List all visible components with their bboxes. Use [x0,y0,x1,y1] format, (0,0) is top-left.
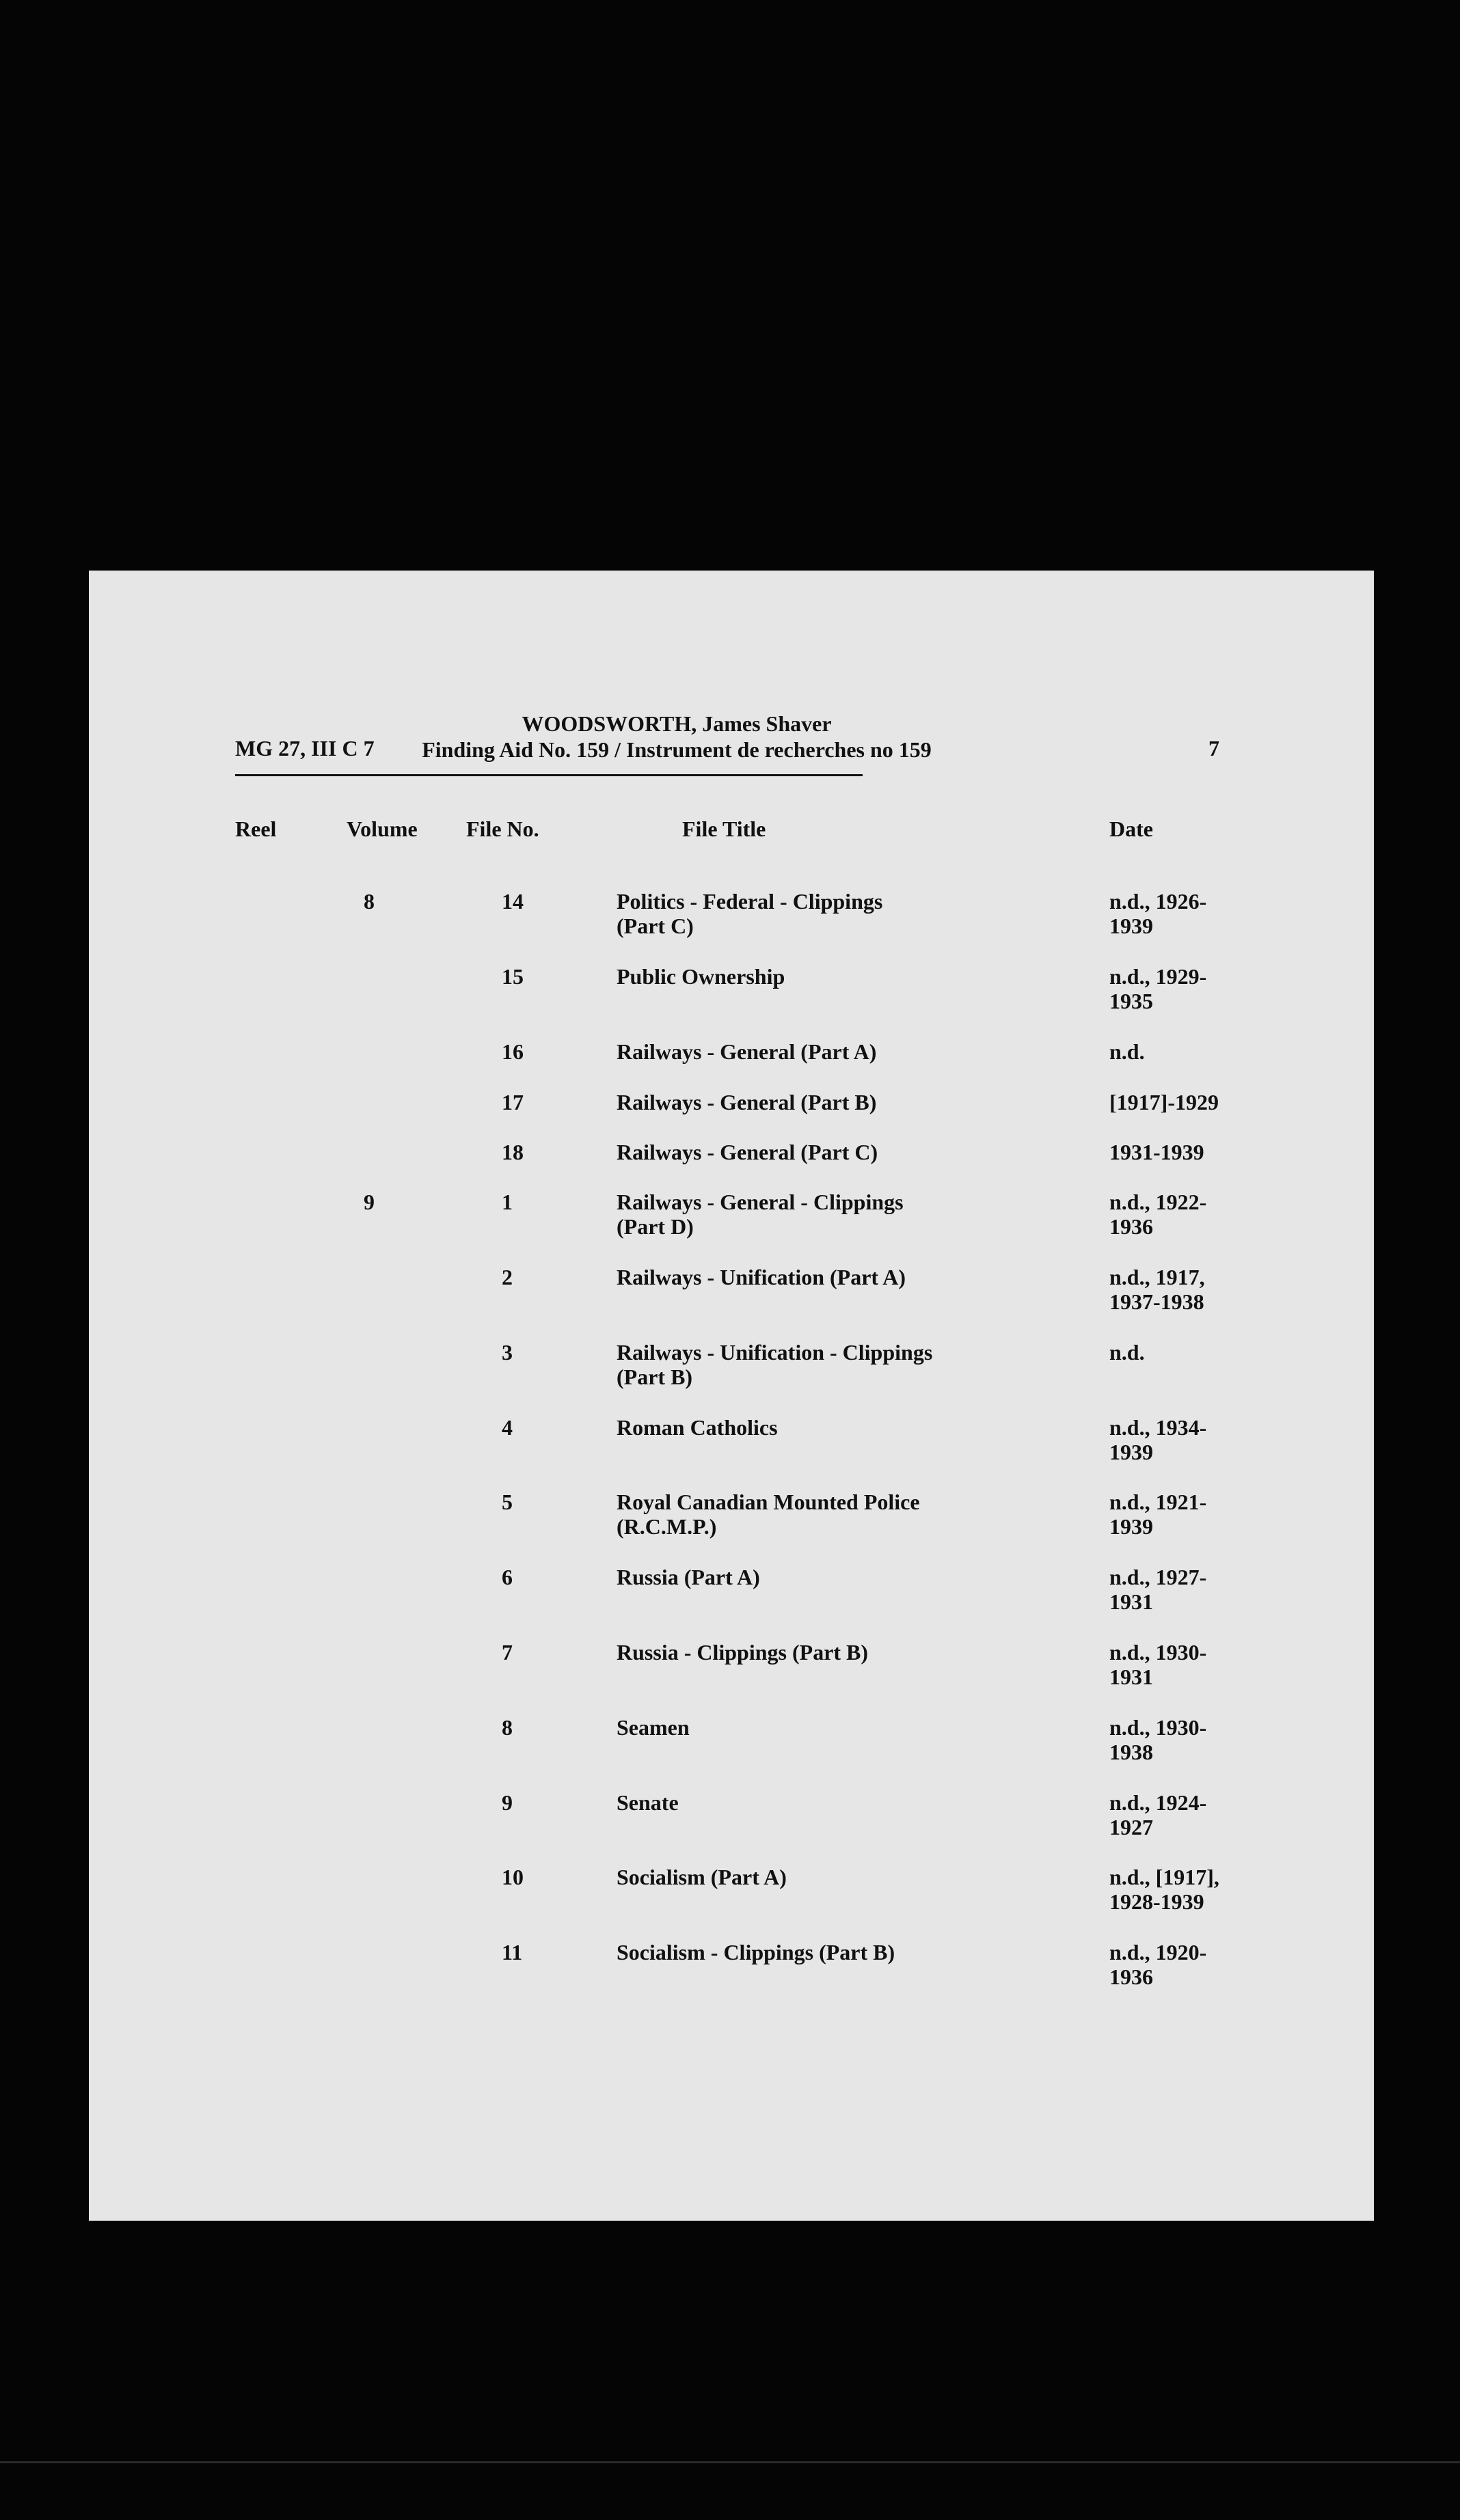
document-subtitle: Finding Aid No. 159 / Instrument de recherches no 159 [422,737,932,762]
row-file-number: 16 [502,1039,524,1064]
date-line: n.d., 1922- [1109,1190,1207,1214]
scanner-edge-line [0,2461,1460,2463]
row-date [1109,1340,1287,1365]
date-line: 1939 [1109,1440,1153,1464]
date-line: 1928-1939 [1109,1889,1204,1914]
column-header-file-title: File Title [682,817,766,841]
row-file-title [617,1940,1040,1964]
row-date [1109,1715,1287,1764]
column-header-reel: Reel [235,817,277,841]
row-date [1109,1940,1287,1989]
row-date [1109,1640,1287,1689]
row-date [1109,1790,1287,1839]
document-page [89,571,1374,2221]
row-file-title [617,1865,1040,1889]
row-file-title [617,1415,1040,1440]
date-line: 1935 [1109,989,1153,1013]
title-line: Socialism - Clippings (Part B) [617,1940,895,1964]
title-line: (Part D) [617,1214,694,1239]
row-file-title [617,1490,1040,1539]
title-line: Railways - General (Part B) [617,1090,877,1114]
date-line: 1931-1939 [1109,1140,1204,1164]
row-date [1109,1565,1287,1614]
row-file-number: 6 [502,1565,513,1589]
title-line: Public Ownership [617,964,785,989]
row-date [1109,1190,1287,1239]
row-file-title [617,889,1040,938]
row-date [1109,1490,1287,1539]
row-file-title [617,1190,1040,1239]
row-file-title [617,1090,1040,1114]
row-file-number: 1 [502,1190,513,1214]
title-line: Seamen [617,1715,690,1740]
row-file-title [617,1790,1040,1815]
reference-code: MG 27, III C 7 [235,736,375,761]
row-file-number: 11 [502,1940,523,1964]
title-line: Socialism (Part A) [617,1865,787,1889]
row-file-number: 10 [502,1865,524,1889]
row-file-title [617,1340,1040,1389]
column-header-date: Date [1109,817,1153,841]
date-line: 1938 [1109,1740,1153,1764]
row-file-title [617,1640,1040,1665]
row-file-title [617,1039,1040,1064]
date-line: 1931 [1109,1589,1153,1614]
row-date [1109,1039,1287,1064]
row-file-number: 15 [502,964,524,989]
date-line: 1936 [1109,1214,1153,1239]
row-file-number: 4 [502,1415,513,1440]
title-line: Russia (Part A) [617,1565,760,1589]
date-line: 1939 [1109,914,1153,938]
row-file-number: 3 [502,1340,513,1365]
title-line: (Part C) [617,914,694,938]
row-date [1109,1140,1287,1164]
row-file-number: 5 [502,1490,513,1514]
row-file-number: 9 [502,1790,513,1815]
date-line: 1939 [1109,1514,1153,1539]
date-line: n.d., 1917, [1109,1265,1205,1289]
column-header-file-no: File No. [466,817,539,841]
title-line: (R.C.M.P.) [617,1514,717,1539]
row-file-number: 17 [502,1090,524,1114]
title-line: (Part B) [617,1365,693,1389]
date-line: n.d. [1109,1039,1145,1064]
date-line: n.d., 1930- [1109,1640,1207,1665]
title-line: Railways - Unification - Clippings [617,1340,933,1365]
date-line: n.d., 1926- [1109,889,1207,914]
date-line: n.d., [1917], [1109,1865,1219,1889]
row-volume: 8 [364,889,375,914]
row-date [1109,1090,1287,1114]
header-rule [235,774,863,776]
row-volume: 9 [364,1190,375,1214]
date-line: n.d., 1921- [1109,1490,1207,1514]
title-line: Railways - Unification (Part A) [617,1265,906,1289]
title-line: Politics - Federal - Clippings [617,889,883,914]
row-file-title [617,964,1040,989]
row-date [1109,889,1287,938]
page-header [383,711,971,763]
date-line: n.d., 1920- [1109,1940,1207,1964]
column-header-volume: Volume [347,817,418,841]
row-file-number: 18 [502,1140,524,1164]
row-file-number: 2 [502,1265,513,1289]
title-line: Senate [617,1790,679,1815]
row-date [1109,964,1287,1013]
title-line: Railways - General - Clippings [617,1190,904,1214]
title-line: Railways - General (Part A) [617,1039,877,1064]
date-line: n.d., 1934- [1109,1415,1207,1440]
date-line: 1937-1938 [1109,1289,1204,1314]
row-date [1109,1265,1287,1314]
date-line: [1917]-1929 [1109,1090,1219,1114]
date-line: 1936 [1109,1964,1153,1989]
title-line: Railways - General (Part C) [617,1140,878,1164]
date-line: 1927 [1109,1815,1153,1839]
row-date [1109,1415,1287,1464]
date-line: 1931 [1109,1665,1153,1689]
title-line: Royal Canadian Mounted Police [617,1490,920,1514]
date-line: n.d., 1930- [1109,1715,1207,1740]
row-file-title [617,1565,1040,1589]
title-line: Roman Catholics [617,1415,778,1440]
row-date [1109,1865,1287,1914]
page-number: 7 [1208,736,1219,761]
date-line: n.d., 1924- [1109,1790,1207,1815]
document-title: WOODSWORTH, James Shaver [522,711,832,736]
date-line: n.d., 1929- [1109,964,1207,989]
row-file-number: 7 [502,1640,513,1665]
date-line: n.d. [1109,1340,1145,1365]
row-file-title [617,1715,1040,1740]
row-file-title [617,1140,1040,1164]
row-file-title [617,1265,1040,1289]
row-file-number: 14 [502,889,524,914]
date-line: n.d., 1927- [1109,1565,1207,1589]
title-line: Russia - Clippings (Part B) [617,1640,869,1665]
row-file-number: 8 [502,1715,513,1740]
